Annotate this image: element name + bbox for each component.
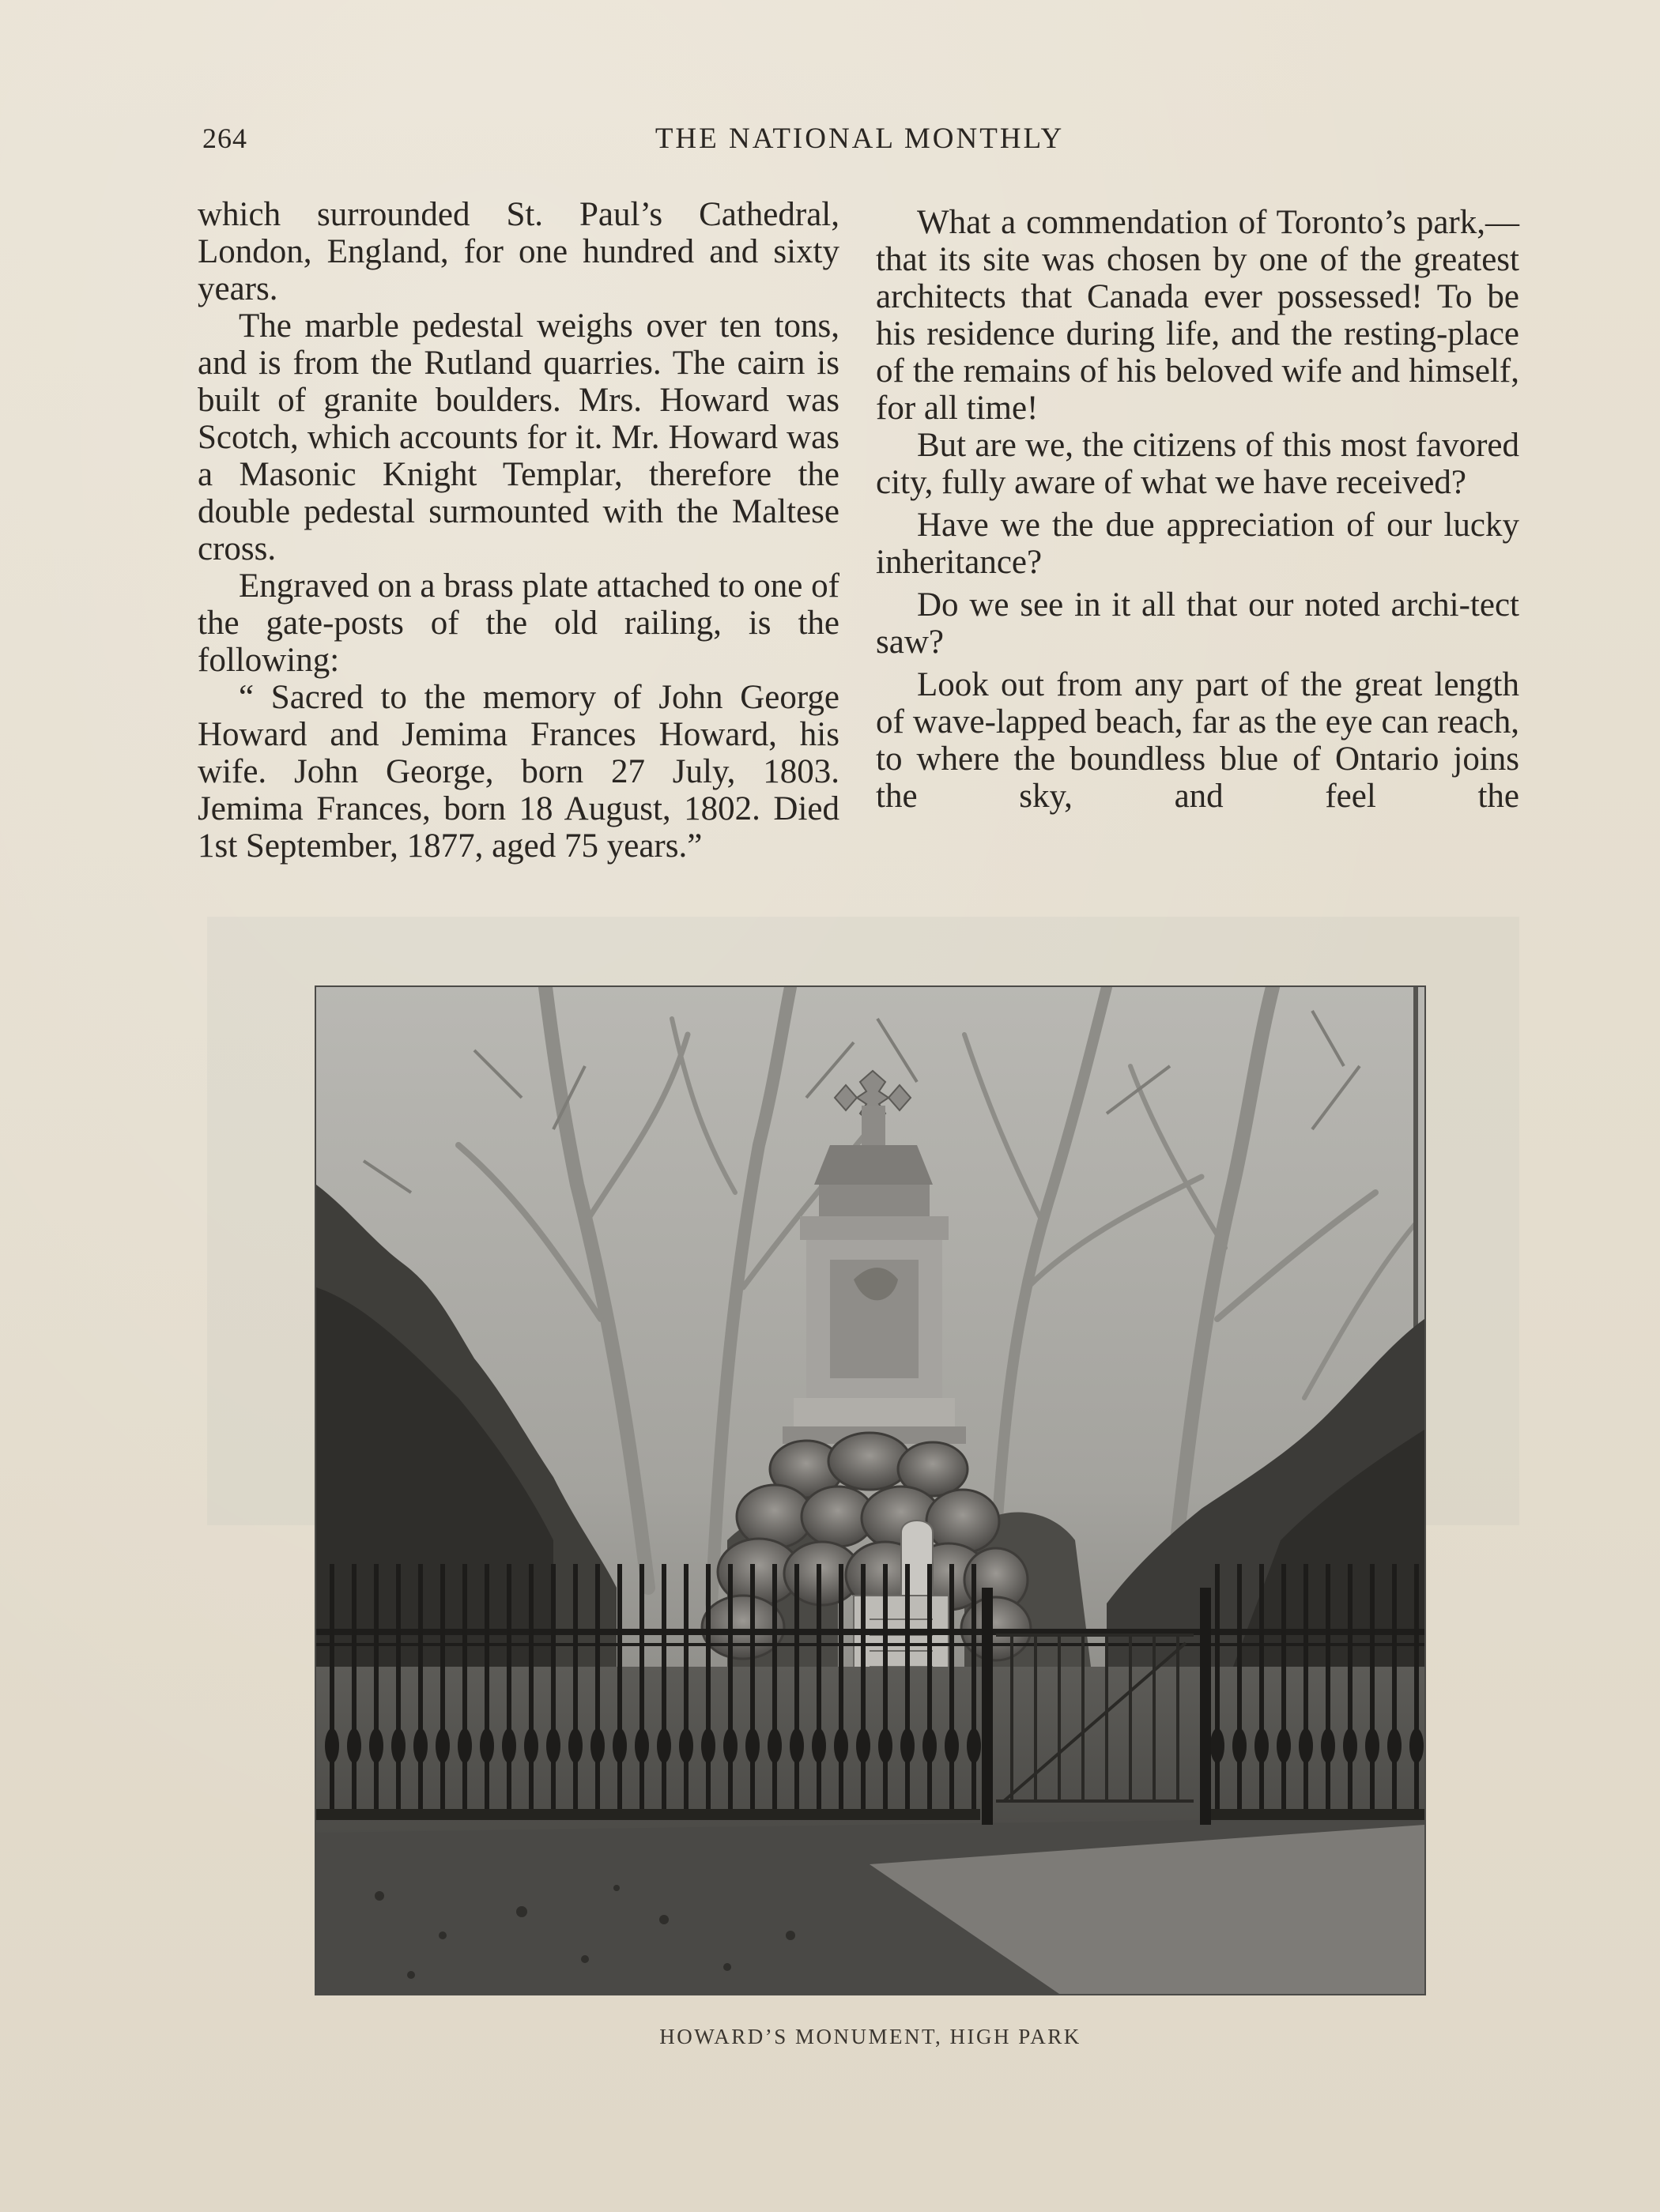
left-paragraph-2: The marble pedestal weighs over ten tons, and is from the Rutland quarries. The cairn is built of granite boulders. Mrs. Howard was Scotch, which accounts for it. Mr. Howard was a Masonic Knight Templar, therefore the double pedestal surmounted with the Maltese cross. xyxy=(198,307,839,567)
left-paragraph-4: “ Sacred to the memory of John George Howard and Jemima Frances Howard, his wife. John George, born 27 July, 1803. Jemima Frances, born 18 August, 1802. Died 1st September, 1877, aged 75 years.” xyxy=(198,679,839,865)
left-paragraph-3: Engraved on a brass plate attached to one of the gate-posts of the old railing, is the following: xyxy=(198,567,839,679)
left-paragraph-1: which surrounded St. Paul’s Cathedral, London, England, for one hundred and sixty years. xyxy=(198,196,839,307)
right-column xyxy=(876,204,1519,820)
figure-caption: HOWARD’S MONUMENT, HIGH PARK xyxy=(659,2025,1081,2048)
page-number: 264 xyxy=(202,122,247,154)
page-header xyxy=(198,119,1522,166)
monument-photo xyxy=(316,987,1424,1994)
running-head: THE NATIONAL MONTHLY xyxy=(655,122,1065,155)
right-paragraph-3: Have we the due appreciation of our lucky inheritance? xyxy=(876,507,1519,581)
left-column xyxy=(198,196,839,865)
right-paragraph-1: What a commendation of Toronto’s park,—that its site was chosen by one of the greatest architects that Canada ever possessed! To be his residence during life, and the resting-place of the remains of his beloved wife and himself, for all time! xyxy=(876,204,1519,427)
right-paragraph-5: Look out from any part of the great length of wave-lapped beach, far as the eye can reach, to where the boundless blue of Ontario joins the sky, and feel the xyxy=(876,666,1519,815)
right-paragraph-4: Do we see in it all that our noted archi-tect saw? xyxy=(876,586,1519,661)
right-paragraph-2: But are we, the citizens of this most favored city, fully aware of what we have received? xyxy=(876,427,1519,501)
